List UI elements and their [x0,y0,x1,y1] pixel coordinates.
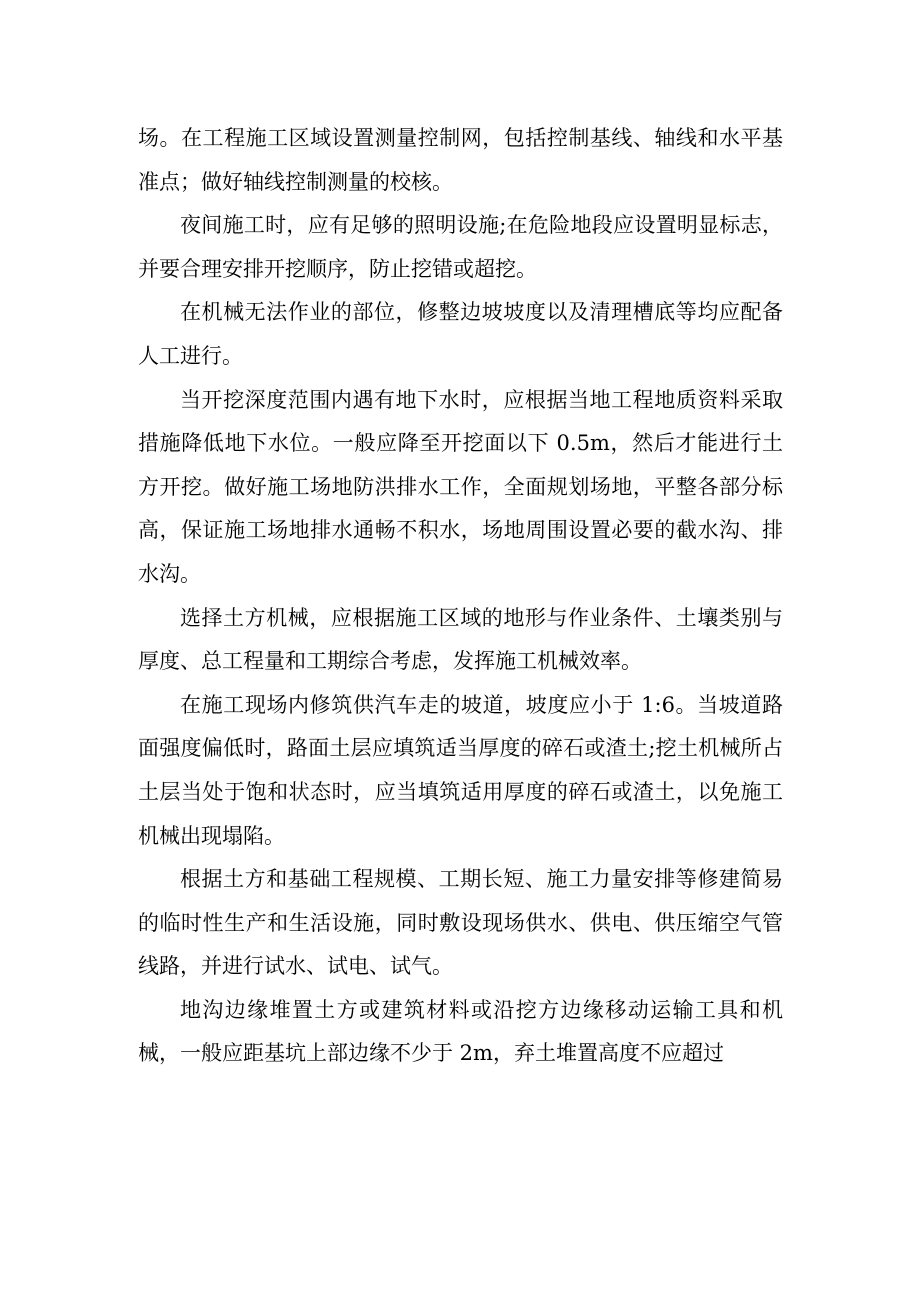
paragraph-2: 夜间施工时，应有足够的照明设施;在危险地段应设置明显标志，并要合理安排开挖顺序，防止挖错或超挖。 [138,213,783,281]
paragraph-7: 根据土方和基础工程规模、工期长短、施工力量安排等修建简易的临时性生产和生活设施，同时敷设现场供水、供电、供压缩空气管线路，并进行试水、试电、试气。 [138,867,783,979]
document-body [138,117,783,1076]
paragraph-5: 选择土方机械，应根据施工区域的地形与作业条件、土壤类别与厚度、总工程量和工期综合考虑，发挥施工机械效率。 [138,605,783,674]
paragraph-6: 在施工现场内修筑供汽车走的坡道，坡度应小于 1:6。当坡道路面强度偏低时，路面土层应填筑适当厚度的碎石或渣土;挖土机械所占土层当处于饱和状态时，应当填筑适用厚度的碎石或渣土，以免施工机械出现塌陷。 [138,692,783,848]
paragraph-3: 在机械无法作业的部位，修整边坡坡度以及清理槽底等均应配备人工进行。 [138,300,783,368]
paragraph-8: 地沟边缘堆置土方或建筑材料或沿挖方边缘移动运输工具和机械，一般应距基坑上部边缘不少于 2m，弃土堆置高度不应超过 [138,997,783,1066]
paragraph-1: 场。在工程施工区域设置测量控制网，包括控制基线、轴线和水平基准点；做好轴线控制测量的校核。 [138,126,783,194]
paragraph-4: 当开挖深度范围内遇有地下水时，应根据当地工程地质资料采取措施降低地下水位。一般应降至开挖面以下 0.5m，然后才能进行土方开挖。做好施工场地防洪排水工作，全面规划场地，平整各部分标高，保证施工场地排水通畅不积水，场地周围设置必要的截水沟、排水沟。 [138,387,783,586]
